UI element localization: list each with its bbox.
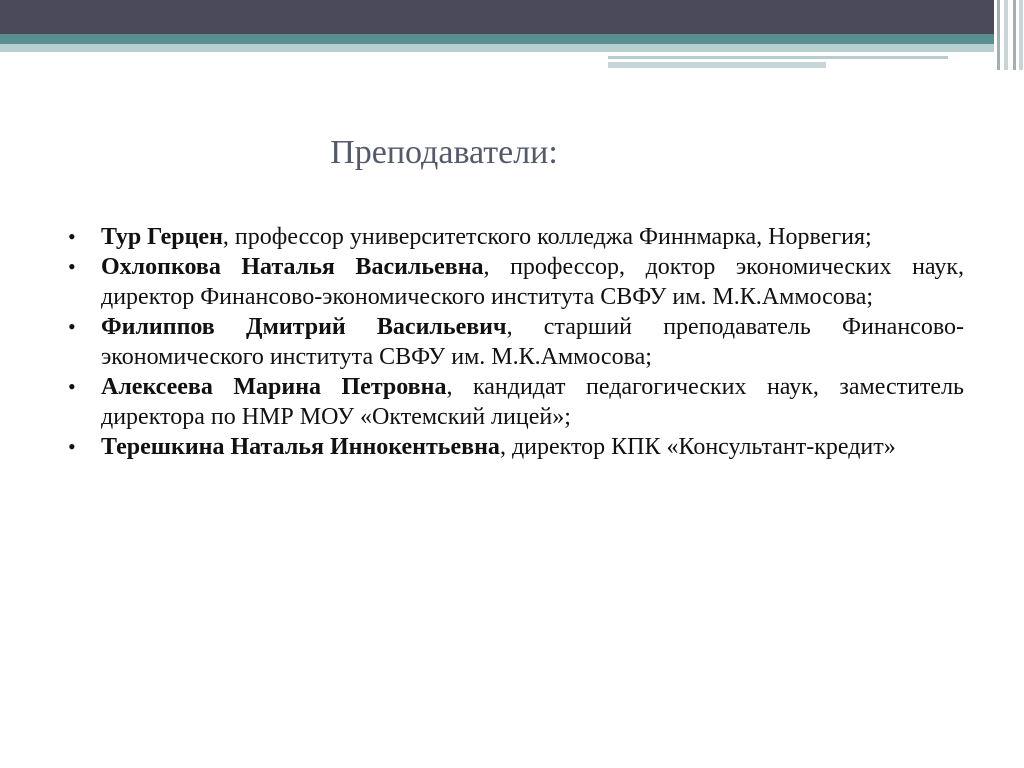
header-bar-dark — [0, 0, 1024, 34]
list-item — [68, 432, 964, 462]
teacher-name: Терешкина Наталья Иннокентьевна — [101, 434, 500, 460]
stripe — [1013, 0, 1016, 70]
teacher-name: Алексеева Марина Петровна — [101, 374, 447, 400]
bullet: • — [68, 374, 76, 399]
stripe — [1019, 0, 1023, 70]
teacher-name: Тур Герцен — [101, 224, 223, 250]
list-item — [68, 372, 964, 432]
accent-line — [608, 62, 826, 68]
list-item — [68, 222, 964, 252]
teacher-description: , старший преподаватель Финансово-экономического института СВФУ им. М.К.Аммосова; — [101, 314, 964, 370]
list-item — [68, 252, 964, 312]
teacher-description: , директор КПК «Консультант-кредит» — [499, 434, 896, 460]
bullet: • — [68, 434, 76, 459]
accent-line — [608, 56, 948, 59]
teacher-description: , кандидат педагогических наук, заместитель директора по НМР МОУ «Октемский лицей»; — [101, 374, 964, 430]
teacher-description: , профессор, доктор экономических наук, директор Финансово-экономического института СВФУ им. М.К.Аммосова; — [101, 254, 965, 310]
bullet: • — [68, 314, 76, 339]
slide-title: Преподаватели: — [330, 134, 558, 171]
teacher-name: Филиппов Дмитрий Васильевич — [101, 314, 507, 340]
bullet: • — [68, 224, 76, 249]
stripe — [1004, 0, 1008, 70]
list-item — [68, 312, 964, 372]
header-bar-teal — [0, 34, 1024, 44]
header-bar-light — [0, 44, 1024, 52]
bullet: • — [68, 254, 76, 279]
teacher-description: , профессор университетского колледжа Финнмарка, Норвегия; — [222, 224, 872, 250]
decorative-stripes — [994, 0, 1024, 70]
stripe — [997, 0, 1000, 70]
teacher-name: Охлопкова Наталья Васильевна — [101, 254, 484, 280]
teacher-list — [68, 222, 964, 462]
